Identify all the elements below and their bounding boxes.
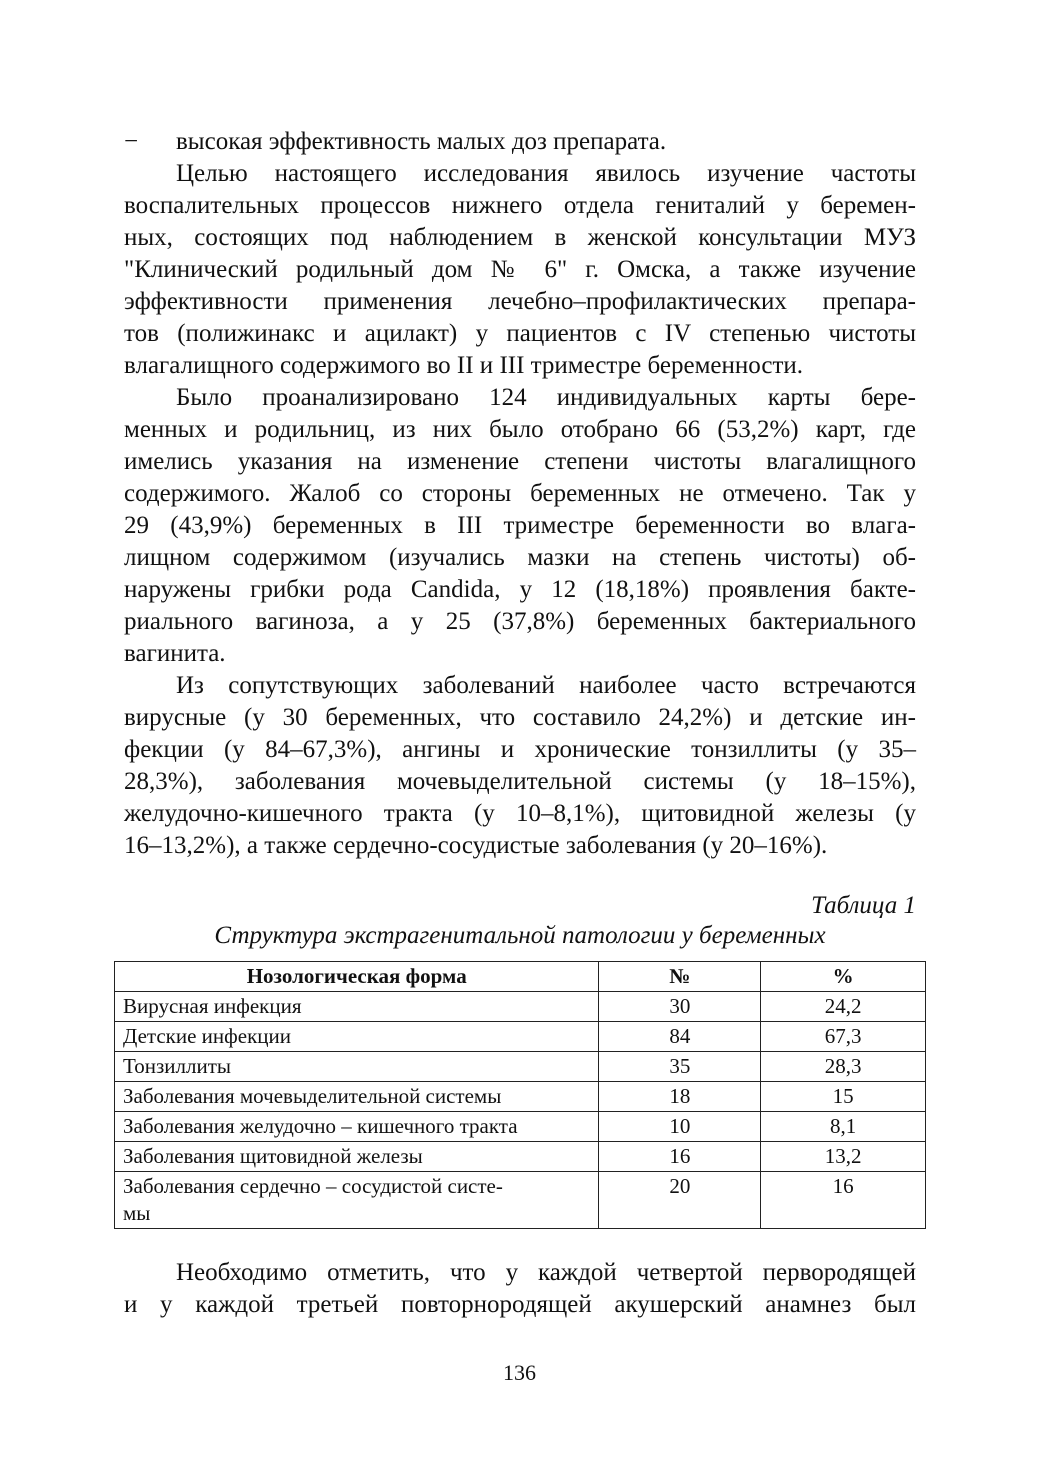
text-line: "Клинический родильный дом № 6" г. Омска, а также изучение bbox=[124, 256, 916, 283]
bullet-item bbox=[124, 126, 916, 158]
text-line: Необходимо отметить, что у каждой четвертой первородящей bbox=[176, 1259, 916, 1286]
text-line: 29 (43,9%) беременных в III триместре беременности во влага- bbox=[124, 512, 916, 539]
pathology-table bbox=[114, 961, 926, 1229]
cell-form: Детские инфекции bbox=[115, 1022, 599, 1052]
text-line: эффективности применения лечебно–профилактических препара- bbox=[124, 288, 916, 315]
cell-percent: 8,1 bbox=[761, 1112, 926, 1142]
text-line: содержимого. Жалоб со стороны беременных не отмечено. Так у bbox=[124, 480, 916, 507]
table-row bbox=[115, 1172, 926, 1229]
cell-form-line: Заболевания сердечно – сосудистой систе- bbox=[123, 1174, 503, 1198]
text-line: 16–13,2%), а также сердечно-сосудистые заболевания (у 20–16%). bbox=[124, 832, 828, 859]
table-row bbox=[115, 1052, 926, 1082]
cell-form: Тонзиллиты bbox=[115, 1052, 599, 1082]
text-line: воспалительных процессов нижнего отдела гениталий у беремен- bbox=[124, 192, 916, 219]
text-line: Из сопутствующих заболеваний наиболее часто встречаются bbox=[176, 672, 916, 699]
text-line: имелись указания на изменение степени чистоты влагалищного bbox=[124, 448, 916, 475]
header-count: № bbox=[599, 962, 761, 992]
header-form: Нозологическая форма bbox=[115, 962, 599, 992]
paragraph-analysis bbox=[124, 382, 916, 670]
paragraph-anamnesis bbox=[124, 1257, 916, 1321]
cell-form: Заболевания щитовидной железы bbox=[115, 1142, 599, 1172]
cell-form: Вирусная инфекция bbox=[115, 992, 599, 1022]
document-body bbox=[124, 126, 916, 950]
cell-count: 20 bbox=[599, 1172, 761, 1229]
text-line: Было проанализировано 124 индивидуальных карты бере- bbox=[176, 384, 916, 411]
text-line: менных и родильниц, из них было отобрано 66 (53,2%) карт, где bbox=[124, 416, 916, 443]
text-line: влагалищного содержимого во II и III триместре беременности. bbox=[124, 352, 804, 379]
table-title: Структура экстрагенитальной патологии у беременных bbox=[214, 922, 826, 949]
cell-form-line: мы bbox=[123, 1201, 151, 1225]
cell-form bbox=[115, 1172, 599, 1229]
cell-count: 10 bbox=[599, 1112, 761, 1142]
paragraph-aim bbox=[124, 158, 916, 382]
table-header-row bbox=[115, 962, 926, 992]
cell-count: 84 bbox=[599, 1022, 761, 1052]
table-row bbox=[115, 1082, 926, 1112]
page-number: 136 bbox=[503, 1360, 536, 1385]
table-row bbox=[115, 1142, 926, 1172]
paragraph-comorbidities bbox=[124, 670, 916, 862]
text-line: риального вагиноза, а у 25 (37,8%) беременных бактериального bbox=[124, 608, 916, 635]
cell-percent: 67,3 bbox=[761, 1022, 926, 1052]
text-line: наружены грибки рода Candida, у 12 (18,18%) проявления бакте- bbox=[124, 576, 916, 603]
cell-form: Заболевания мочевыделительной системы bbox=[115, 1082, 599, 1112]
cell-percent: 13,2 bbox=[761, 1142, 926, 1172]
text-line: 28,3%), заболевания мочевыделительной системы (у 18–15%), bbox=[124, 768, 916, 795]
cell-count: 30 bbox=[599, 992, 761, 1022]
text-line: вагинита. bbox=[124, 640, 226, 667]
text-line: фекции (у 84–67,3%), ангины и хронические тонзиллиты (у 35– bbox=[124, 736, 916, 763]
table-row bbox=[115, 1112, 926, 1142]
bullet-marker: − bbox=[124, 128, 139, 155]
cell-count: 35 bbox=[599, 1052, 761, 1082]
cell-count: 18 bbox=[599, 1082, 761, 1112]
cell-percent: 24,2 bbox=[761, 992, 926, 1022]
table-row bbox=[115, 992, 926, 1022]
table-row bbox=[115, 1022, 926, 1052]
bullet-text: высокая эффективность малых доз препарата. bbox=[176, 128, 667, 155]
text-line: вирусные (у 30 беременных, что составило 24,2%) и детские ин- bbox=[124, 704, 916, 731]
text-line: и у каждой третьей повторнородящей акушерский анамнез был bbox=[124, 1291, 916, 1318]
cell-percent: 16 bbox=[761, 1172, 926, 1229]
text-line: Целью настоящего исследования явилось изучение частоты bbox=[176, 160, 916, 187]
cell-percent: 28,3 bbox=[761, 1052, 926, 1082]
text-line: желудочно-кишечного тракта (у 10–8,1%), щитовидной железы (у bbox=[124, 800, 916, 827]
cell-count: 16 bbox=[599, 1142, 761, 1172]
text-line: тов (полижинакс и ацилакт) у пациентов с IV степенью чистоты bbox=[124, 320, 916, 347]
header-percent: % bbox=[761, 962, 926, 992]
table-number: Таблица 1 bbox=[811, 892, 916, 919]
cell-form: Заболевания желудочно – кишечного тракта bbox=[115, 1112, 599, 1142]
text-line: ных, состоящих под наблюдением в женской консультации МУЗ bbox=[124, 224, 916, 251]
text-line: лищном содержимом (изучались мазки на степень чистоты) об- bbox=[124, 544, 916, 571]
cell-percent: 15 bbox=[761, 1082, 926, 1112]
